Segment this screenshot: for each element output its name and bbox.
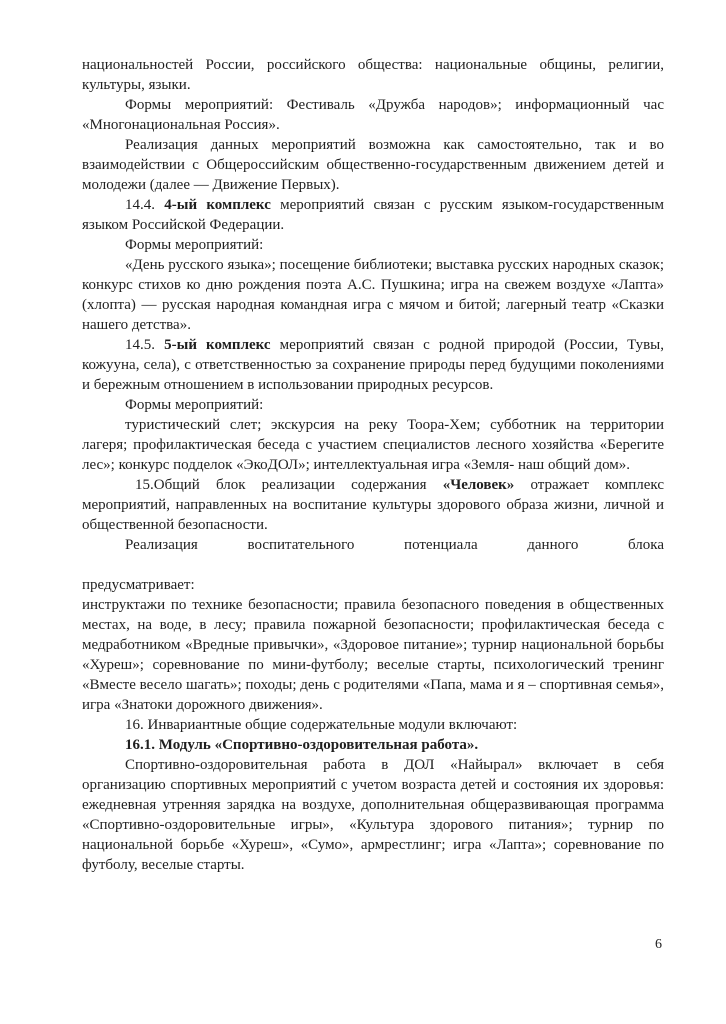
paragraph — [82, 475, 664, 535]
paragraph — [82, 255, 664, 335]
paragraph-text-bold: 5-ый комплекс — [164, 337, 271, 353]
paragraph — [82, 755, 664, 875]
paragraph-text: мероприятий связан с русским языком-государственным языком Российской Федерации. — [82, 197, 664, 233]
paragraph — [82, 235, 664, 255]
paragraph — [82, 395, 664, 415]
paragraph-text: Формы мероприятий: — [125, 237, 264, 253]
paragraph-text: мероприятий связан с родной природой (России, Тувы, кожууна, села), с ответственностью за сохранение природы перед будущими поколениями и бережным отношением в использовании природных ресурсов. — [82, 337, 665, 393]
paragraph-text-bold: «Человек» — [442, 477, 515, 493]
paragraph-text: Реализация воспитательного потенциала данного блока — [125, 537, 664, 553]
paragraph — [82, 595, 664, 715]
paragraph — [82, 335, 664, 395]
paragraph — [82, 735, 664, 755]
paragraph-text: туристический слет; экскурсия на реку Тоора-Хем; субботник на территории лагеря; профилактическая беседа с участием специалистов лесного хозяйства «Берегите лес»; конкурс подделок «ЭкоДОЛ»; интеллектуальная игра «Земля- наш общий дом». — [82, 417, 664, 473]
paragraph — [82, 715, 664, 735]
paragraph — [82, 415, 664, 475]
paragraph — [82, 195, 664, 235]
paragraph-text: 15.Общий блок реализации содержания — [135, 477, 443, 493]
paragraph-text: Формы мероприятий: — [125, 397, 264, 413]
paragraph — [82, 95, 664, 135]
paragraph-text-bold: 16.1. Модуль «Спортивно-оздоровительная работа». — [125, 737, 479, 753]
paragraph — [82, 55, 664, 95]
paragraph-text: инструктажи по технике безопасности; правила безопасного поведения в общественных местах, на воде, в лесу; правила пожарной безопасности; профилактическая беседа с медработником «Вредные привычки», «Здоровое питание»; турнир национальной борьбы «Хуреш»; соревнование по мини-футболу; веселые старты, психологический тренинг «Вместе весело шагать»; походы; день с родителями «Папа, мама и я – спортивная семья», игра «Знатоки дорожного движения». — [82, 597, 664, 713]
paragraph-text-bold: 4-ый комплекс — [164, 197, 271, 213]
page-number: 6 — [655, 937, 662, 952]
paragraph-text: Формы мероприятий: Фестиваль «Дружба народов»; информационный час «Многонациональная Россия». — [82, 97, 664, 133]
paragraph-text: Реализация данных мероприятий возможна как самостоятельно, так и во взаимодействии с Общероссийским общественно-государственным движением детей и молодежи (далее — Движение Первых). — [82, 137, 664, 193]
paragraph-text: национальностей России, российского общества: национальные общины, религии, культуры, языки. — [82, 57, 664, 93]
paragraph-text: отражает комплекс мероприятий, направленных на воспитание культуры здорового образа жизни, личной и общественной безопасности. — [82, 477, 664, 533]
paragraph-text: 16. Инвариантные общие содержательные модули включают: — [125, 717, 518, 733]
paragraph-text: «День русского языка»; посещение библиотеки; выставка русских народных сказок; конкурс стихов ко дню рождения поэта А.С. Пушкина; игра на свежем воздухе «Лапта» (хлопта) — русская народная командная игра с мячом и битой; лагерный театр «Сказки нашего детства». — [82, 257, 664, 333]
paragraph-text: 14.5. — [125, 337, 165, 353]
paragraph — [82, 535, 664, 595]
document-body — [82, 55, 664, 875]
paragraph — [82, 135, 664, 195]
paragraph-text: предусматривает: — [82, 577, 195, 593]
paragraph-text: 14.4. — [125, 197, 165, 213]
paragraph-text: Спортивно-оздоровительная работа в ДОЛ «Найырал» включает в себя организацию спортивных мероприятий с учетом возраста детей и состояния их здоровья: ежедневная утренняя зарядка на воздухе, дополнительная общеразвивающая программа «Спортивно-оздоровительные игры», «Культура здорового питания»; турнир по национальной борьбе «Хуреш», «Сумо», армрестлинг; игра «Лапта»; соревнование по футболу, веселые старты. — [82, 757, 664, 873]
